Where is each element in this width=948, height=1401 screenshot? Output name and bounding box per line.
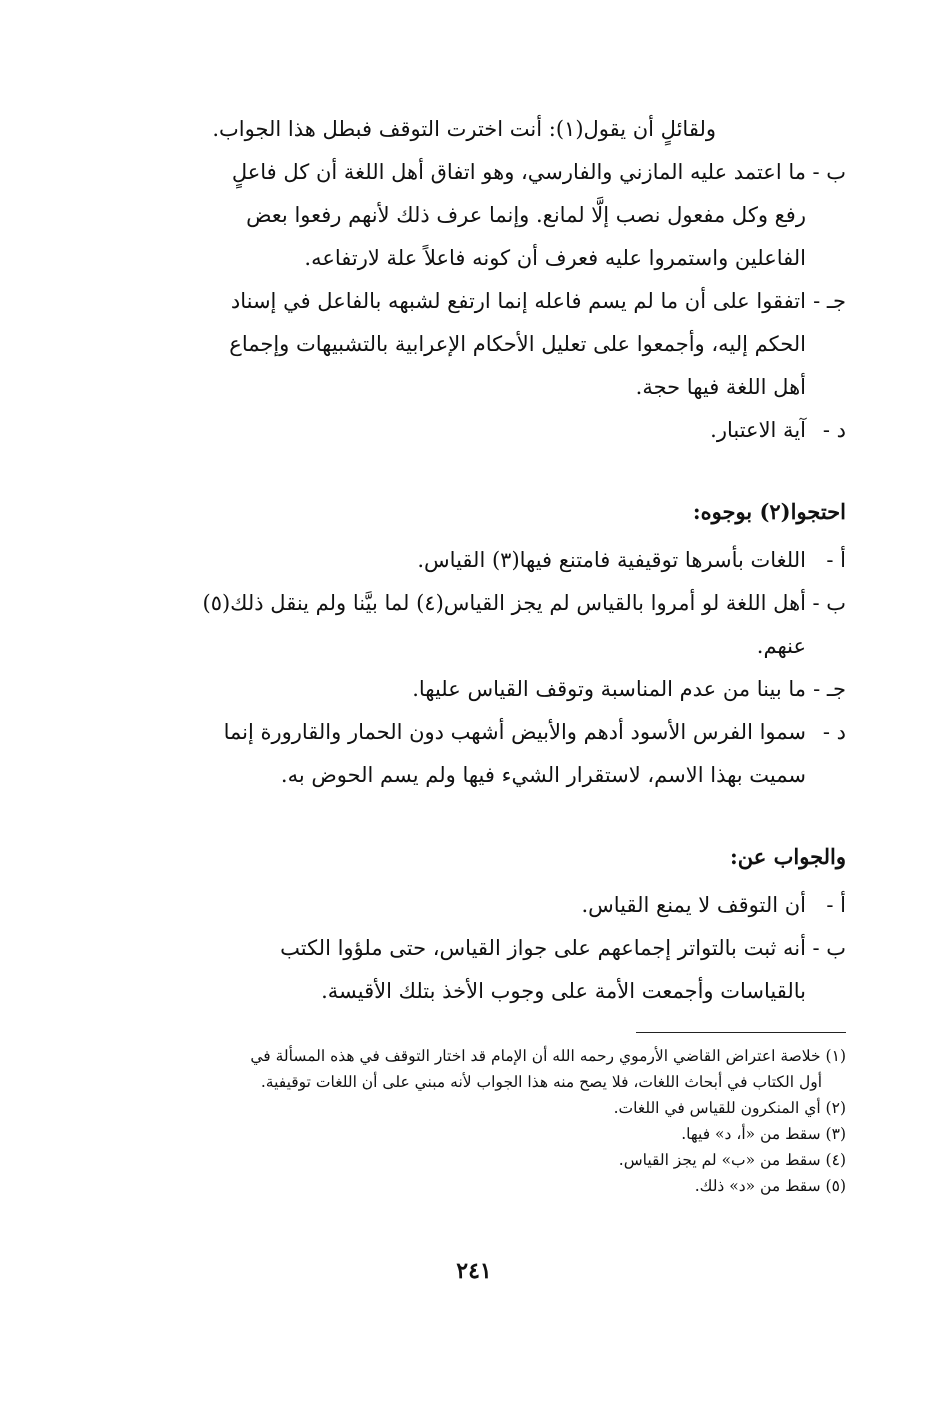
page-number: ٢٤١: [456, 1258, 492, 1284]
footnote-line: (١) خلاصة اعتراض القاضي الأرموي رحمه الله أن الإمام قد اختار التوقف في هذه المسألة في: [250, 1047, 846, 1065]
text-line: سموا الفرس الأسود أدهم والأبيض أشهب دون الحمار والقارورة إنما: [223, 720, 806, 744]
item-marker: أ -: [826, 893, 846, 917]
section-heading: احتجوا(٢) بوجوه:: [692, 499, 846, 524]
footnote-line: أول الكتاب في أبحاث اللغات، فلا يصح منه هذا الجواب لأنه مبني على أن اللغات توقيفية.: [260, 1073, 822, 1091]
text-line: أهل اللغة لو أمروا بالقياس لم يجز القياس(٤) لما بيَّنا ولم ينقل ذلك(٥): [202, 591, 806, 615]
list-item: [158, 711, 846, 797]
text-line: أن التوقف لا يمنع القياس.: [581, 893, 806, 917]
list-item: [158, 151, 846, 280]
text-line: ما بينا من عدم المناسبة وتوقف القياس عليها.: [412, 677, 806, 701]
item-marker: أ -: [826, 548, 846, 572]
item-marker: ب -: [812, 591, 846, 615]
text-line: أهل اللغة فيها حجة.: [635, 375, 806, 399]
item-body: [158, 151, 806, 280]
footnote-line: (٢) أي المنكرون للقياس في اللغات.: [613, 1099, 846, 1117]
text-line: ما اعتمد عليه المازني والفارسي، وهو اتفاق أهل اللغة أن كل فاعلٍ: [231, 160, 806, 184]
item-body: [158, 539, 806, 582]
list-item: [158, 280, 846, 409]
item-body: [158, 668, 806, 711]
list-item: [158, 884, 846, 927]
text-line: الحكم إليه، وأجمعوا على تعليل الأحكام الإعرابية بالتشبيهات وإجماع: [229, 332, 806, 356]
text-line: اتفقوا على أن ما لم يسم فاعله إنما ارتفع لشبهه بالفاعل في إسناد: [230, 289, 806, 313]
item-marker: ب -: [812, 936, 846, 960]
item-body: [158, 582, 806, 668]
item-marker: ب -: [812, 160, 846, 184]
main-text: [158, 108, 846, 1013]
intro-line: ولقائلٍ أن يقول(١): أنت اخترت التوقف فبطل هذا الجواب.: [212, 117, 716, 141]
item-marker: د -: [822, 418, 846, 442]
text-line: الفاعلين واستمروا عليه فعرف أن كونه فاعلاً علة لارتفاعه.: [304, 246, 806, 270]
item-marker: جـ -: [813, 289, 846, 313]
footnote-line: (٥) سقط من «د» ذلك.: [694, 1177, 846, 1195]
text-line: عنهم.: [756, 634, 806, 658]
text-line: أنه ثبت بالتواتر إجماعهم على جواز القياس، حتى ملؤوا الكتب: [280, 936, 806, 960]
item-body: [158, 884, 806, 927]
footnotes: [158, 1032, 846, 1199]
list-item: [158, 668, 846, 711]
footnote-divider: [636, 1032, 846, 1033]
footnote-line: (٣) سقط من «أ، د» فيها.: [681, 1125, 846, 1143]
list-item: [158, 927, 846, 1013]
list-item: [158, 582, 846, 668]
item-body: [158, 409, 806, 452]
item-marker: جـ -: [813, 677, 846, 701]
item-body: [158, 280, 806, 409]
item-body: [158, 711, 806, 797]
item-marker: د -: [822, 720, 846, 744]
list-item: [158, 539, 846, 582]
text-line: بالقياسات وأجمعت الأمة على وجوب الأخذ بتلك الأقيسة.: [321, 979, 806, 1003]
footnote-line: (٤) سقط من «ب» لم يجز القياس.: [618, 1151, 846, 1169]
text-line: رفع وكل مفعول نصب إلَّا لمانع. وإنما عرف ذلك لأنهم رفعوا بعض: [246, 203, 806, 227]
section-heading: والجواب عن:: [730, 844, 846, 869]
text-line: اللغات بأسرها توقيفية فامتنع فيها(٣) القياس.: [417, 548, 806, 572]
text-line: آية الاعتبار.: [710, 418, 806, 442]
text-line: سميت بهذا الاسم، لاستقرار الشيء فيها ولم يسم الحوض به.: [280, 763, 806, 787]
list-item: [158, 409, 846, 452]
item-body: [158, 927, 806, 1013]
